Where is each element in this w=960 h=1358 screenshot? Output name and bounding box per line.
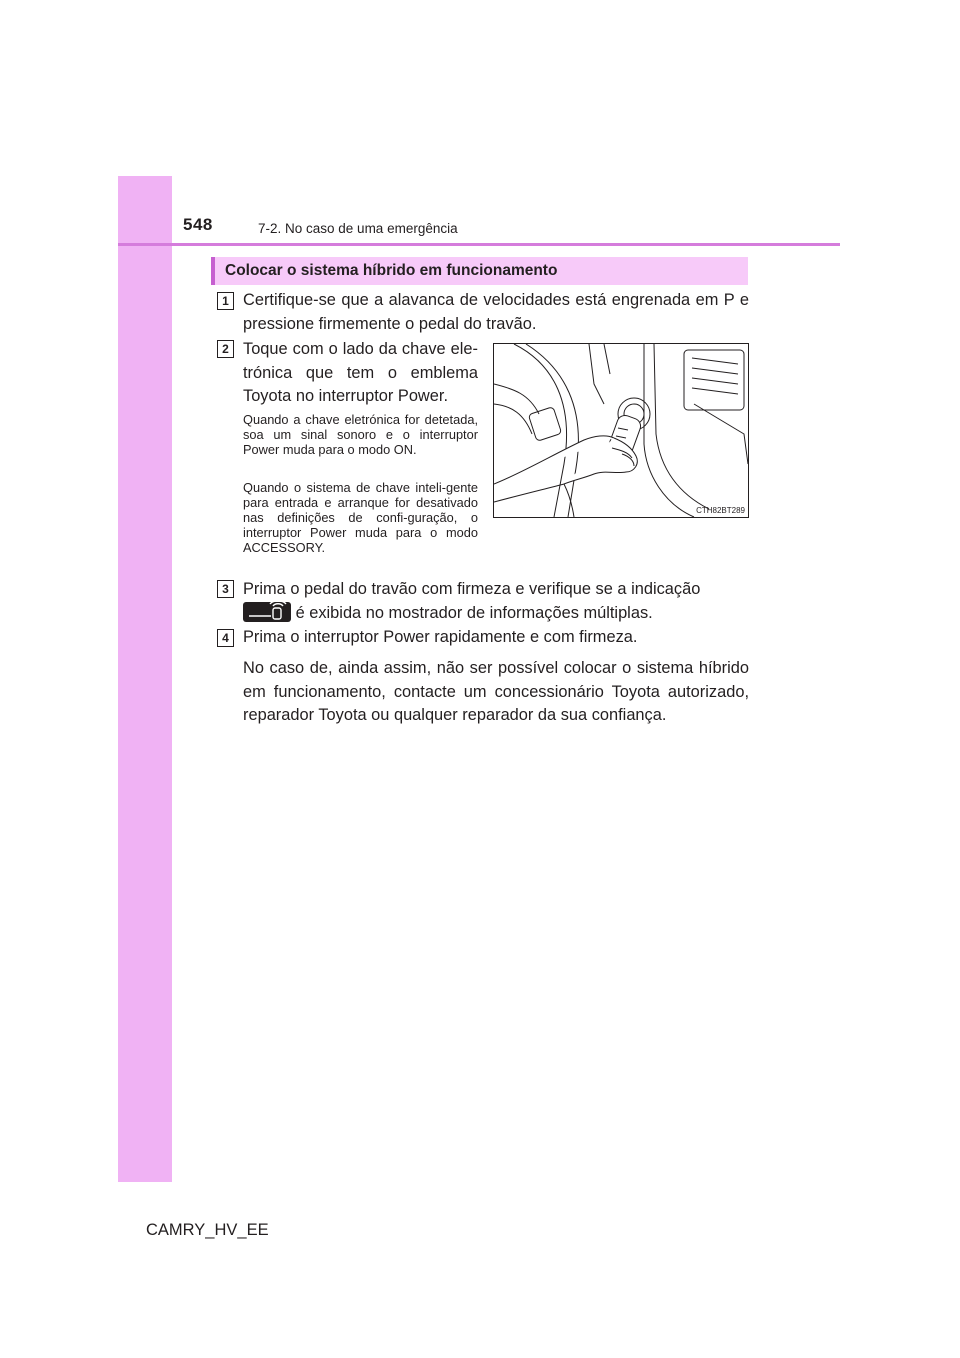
figure-code: CTH82BT289	[696, 506, 745, 515]
step-number-3: 3	[217, 580, 234, 598]
step-number-2: 2	[217, 340, 234, 358]
page-number: 548	[183, 215, 213, 234]
step-2-text: Toque com o lado da chave ele-trónica que tem o emblema Toyota no interruptor Power.	[243, 340, 478, 405]
header-rule	[118, 243, 840, 246]
step-3-text-before: Prima o pedal do travão com firmeza e verifique se a indicação	[243, 580, 701, 598]
step-2-note-2: Quando o sistema de chave inteli-gente para entrada e arranque for desativado nas definições de confi-guração, o interruptor Power muda para o modo ACCESSORY.	[243, 480, 478, 555]
hand-holding-key-illustration	[494, 344, 748, 517]
step-1-text: Certifique-se que a alavanca de velocidades está engrenada em P e pressione firmemente o pedal do travão.	[243, 291, 749, 333]
step-3-text	[243, 578, 749, 625]
closing-paragraph: No caso de, ainda assim, não ser possível colocar o sistema híbrido em funcionamento, contacte um concessionário Toyota autorizado, reparador Toyota ou qualquer reparador da sua confiança.	[243, 659, 749, 724]
chapter-sidebar	[118, 176, 172, 1182]
figure-hand-with-key	[493, 343, 749, 518]
step-3-text-after: é exibida no mostrador de informações múltiplas.	[295, 603, 653, 622]
step-number-1: 1	[217, 292, 234, 310]
step-2-note-1: Quando a chave eletrónica for detetada, soa um sinal sonoro e o interruptor Power muda para o modo ON.	[243, 412, 478, 457]
subheading: Colocar o sistema híbrido em funcionamento	[211, 257, 748, 285]
step-number-4: 4	[217, 629, 234, 647]
key-indicator-icon	[243, 602, 291, 622]
footer-doc-code: CAMRY_HV_EE	[146, 1221, 269, 1239]
section-title: 7-2. No caso de uma emergência	[258, 221, 458, 236]
step-4-text: Prima o interruptor Power rapidamente e com firmeza.	[243, 628, 638, 646]
